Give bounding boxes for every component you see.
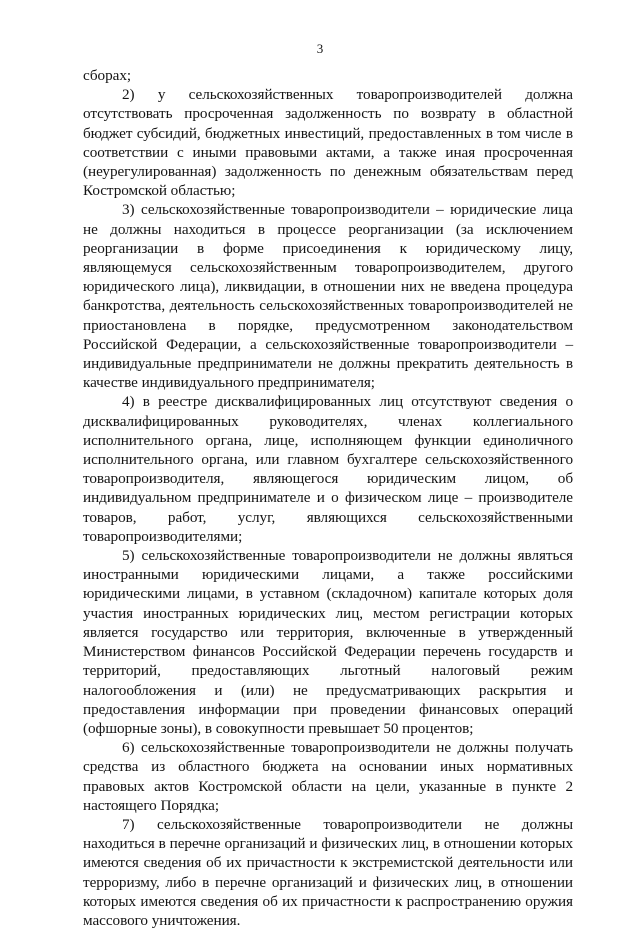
paragraph-continuation: сборах; xyxy=(83,67,132,84)
paragraph-item-7: 7) сельскохозяйственные товаропроизводители не должны находиться в перечне организаций и физических лиц, в отношении которых имеются сведения об их причастности к экстремистской деятельности или терроризму, либо в перечне организаций и физических лиц, в отношении которых имеются сведения об их причастности к распространению оружия массового уничтожения. xyxy=(83,815,573,929)
paragraph-item-4: 4) в реестре дисквалифицированных лиц отсутствуют сведения о дисквалифицированных руководителях, членах коллегиального исполнительного органа, лице, исполняющем функции единоличного исполнительного органа, или главном бухгалтере сельскохозяйственного товаропроизводителя, являющегося юридическим лицом, об индивидуальном предпринимателе и о физическом лице – производителе товаров, работ, услуг, являющихся сельскохозяйственными товаропроизводителями; xyxy=(83,393,573,545)
document-body xyxy=(83,66,573,930)
paragraph-item-3: 3) сельскохозяйственные товаропроизводители – юридические лица не должны находиться в процессе реорганизации (за исключением реорганизации в форме присоединения к юридическому лицу, являющемуся сельскохозяйственным товаропроизводителем, другого юридического лица), ликвидации, в отношении них не введена процедура банкротства, деятельность сельскохозяйственных товаропроизводителей не приостановлена в порядке, предусмотренном законодательством Российской Федерации, а сельскохозяйственные товаропроизводители – индивидуальные предприниматели не должны прекратить деятельность в качестве индивидуального предпринимателя; xyxy=(83,201,573,392)
paragraph-item-5: 5) сельскохозяйственные товаропроизводители не должны являться иностранными юридическими лицами, а также российскими юридическими лицами, в уставном (складочном) капитале которых доля участия иностранных юридических лиц, местом регистрации которых является государство или территория, включенные в утвержденный Министерством финансов Российской Федерации перечень государств и территорий, предоставляющих льготный налоговый режим налогообложения и (или) не предусматривающих раскрытия и предоставления информации при проведении финансовых операций (офшорные зоны), в совокупности превышает 50 процентов; xyxy=(83,547,573,737)
page-number: 3 xyxy=(316,41,324,56)
paragraph-item-6: 6) сельскохозяйственные товаропроизводители не должны получать средства из областного бюджета на основании иных нормативных правовых актов Костромской области на цели, указанные в пункте 2 настоящего Порядка; xyxy=(83,739,573,814)
paragraph-item-2: 2) у сельскохозяйственных товаропроизводителей должна отсутствовать просроченная задолженность по возврату в областной бюджет субсидий, бюджетных инвестиций, предоставленных в том числе в соответствии с иными правовыми актами, а также иная просроченная (неурегулированная) задолженность по денежным обязательствам перед Костромской областью; xyxy=(83,86,573,200)
